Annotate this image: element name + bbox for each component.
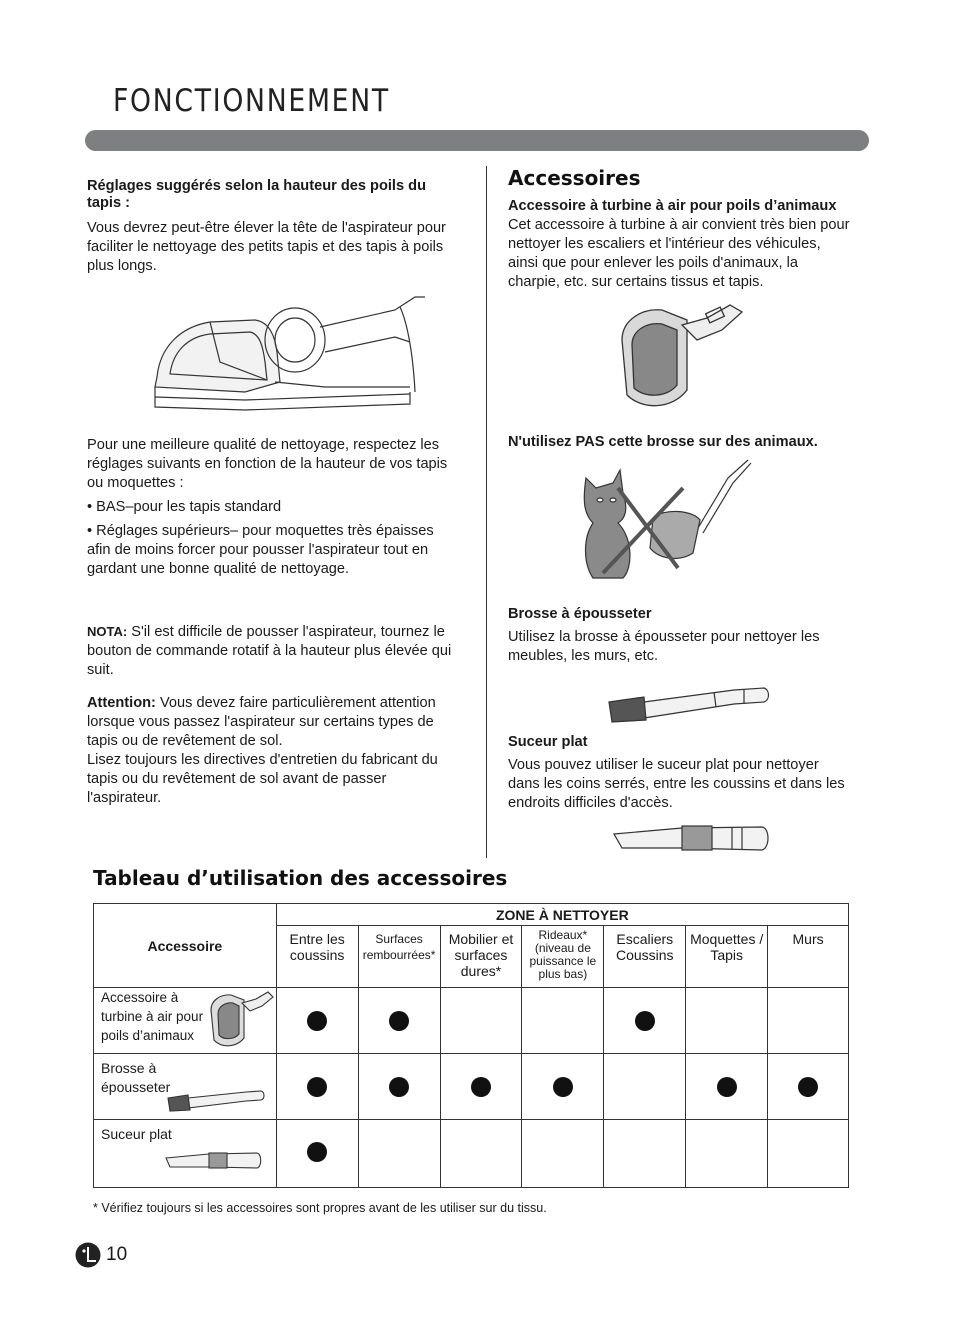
- vacuum-head-illustration: [145, 292, 430, 422]
- row-label-text: Accessoire à turbine à air pour poils d’animaux: [101, 990, 204, 1043]
- col-header: Murs: [768, 926, 849, 988]
- usage-dot: [471, 1077, 491, 1097]
- col-header: Mobilier et surfaces dures*: [440, 926, 522, 988]
- usage-dot: [553, 1077, 573, 1097]
- attention-block: [87, 694, 452, 808]
- usage-dot: [717, 1077, 737, 1097]
- crevice-tool-icon: [612, 822, 772, 856]
- turbine-tool-icon: [206, 990, 274, 1050]
- mark-cell: [768, 988, 849, 1054]
- row-label: [94, 988, 277, 1054]
- mark-cell: [358, 988, 440, 1054]
- mark-cell: [768, 1054, 849, 1120]
- crevice-tool-icon: [164, 1150, 264, 1172]
- usage-dot: [798, 1077, 818, 1097]
- usage-dot: [307, 1011, 327, 1031]
- settings-text: Vous devrez peut-être élever la tête de l'aspirateur pour faciliter le nettoyage des petits tapis et des tapis à poils plus longs.: [87, 220, 446, 274]
- mark-cell: [604, 988, 686, 1054]
- dust-text: Utilisez la brosse à épousseter pour nettoyer les meubles, les murs, etc.: [508, 629, 820, 664]
- mark-cell: [522, 1120, 604, 1188]
- turbine-heading: Accessoire à turbine à air pour poils d’animaux: [508, 198, 837, 214]
- mark-cell: [604, 1120, 686, 1188]
- turbine-text: Cet accessoire à turbine à air convient très bien pour nettoyer les escaliers et l'intérieur des véhicules, ainsi que pour enlever les poils d'animaux, la charpie, etc. sur certains tissus et tapis.: [508, 217, 850, 290]
- cat-warning-illustration: [578, 458, 753, 583]
- table-heading: Tableau d’utilisation des accessoires: [93, 866, 508, 890]
- col-header: Escaliers Coussins: [604, 926, 686, 988]
- lg-logo-icon: [75, 1242, 101, 1268]
- zone-header: ZONE À NETTOYER: [276, 904, 848, 926]
- mark-cell: [440, 988, 522, 1054]
- page-number: 10: [106, 1244, 128, 1265]
- page-title: FONCTIONNEMENT: [113, 83, 390, 119]
- row-label: [94, 1120, 277, 1188]
- mark-cell: [686, 988, 768, 1054]
- usage-dot: [635, 1011, 655, 1031]
- lg-logo-text: LG: [88, 1259, 90, 1260]
- attention-text-2: Lisez toujours les directives d'entretien du fabricant du tapis ou du revêtement de sol avant de passer l'aspirateur.: [87, 752, 438, 806]
- accessory-header: Accessoire: [94, 904, 277, 988]
- mark-cell: [276, 1054, 358, 1120]
- row-label: [94, 1054, 277, 1120]
- bullet-higher-text: • Réglages supérieurs– pour moquettes très épaisses afin de moins forcer pour pousser l'aspirateur tout en gardant une bonne qualité de nettoyage.: [87, 523, 434, 577]
- table-row: [94, 1120, 849, 1188]
- turbine-tool-icon: [612, 300, 747, 412]
- mark-cell: [276, 1120, 358, 1188]
- dust-brush-icon: [604, 682, 770, 726]
- usage-dot: [389, 1011, 409, 1031]
- settings-heading: Réglages suggérés selon la hauteur des poils du tapis :: [87, 178, 426, 211]
- mark-cell: [522, 1054, 604, 1120]
- header-bar: [85, 130, 869, 151]
- column-divider: [486, 166, 487, 858]
- accessory-table: [93, 903, 849, 1188]
- col-header: Moquettes / Tapis: [686, 926, 768, 988]
- mark-cell: [768, 1120, 849, 1188]
- animal-warning: N'utilisez PAS cette brosse sur des animaux.: [508, 434, 818, 450]
- mark-cell: [276, 988, 358, 1054]
- nota-label: NOTA:: [87, 624, 128, 639]
- col-header: Surfaces rembourrées*: [358, 926, 440, 988]
- table-row: [94, 1054, 849, 1120]
- crevice-text: Vous pouvez utiliser le suceur plat pour nettoyer dans les coins serrés, entre les coussins et dans les endroits difficiles d'accès.: [508, 757, 845, 811]
- mark-cell: [440, 1054, 522, 1120]
- col-header: Entre les coussins: [276, 926, 358, 988]
- usage-dot: [389, 1077, 409, 1097]
- row-label-text: Brosse à épousseter: [101, 1060, 171, 1095]
- mark-cell: [358, 1054, 440, 1120]
- dust-brush-icon: [166, 1086, 266, 1114]
- mark-cell: [440, 1120, 522, 1188]
- table-footnote: * Vérifiez toujours si les accessoires sont propres avant de les utiliser sur du tissu.: [93, 1201, 547, 1215]
- table-row: [94, 988, 849, 1054]
- mark-cell: [604, 1054, 686, 1120]
- accessories-heading: Accessoires: [508, 166, 641, 190]
- crevice-heading: Suceur plat: [508, 734, 588, 750]
- bullet-higher: [87, 522, 447, 579]
- col-header: Rideaux* (niveau de puissance le plus bas): [522, 926, 604, 988]
- attention-text: Vous devez faire particulièrement attention lorsque vous passez l'aspirateur sur certains types de tapis ou de revêtement de sol.: [87, 695, 436, 749]
- bullet-standard: • BAS–pour les tapis standard: [87, 499, 282, 515]
- row-label-text: Suceur plat: [101, 1126, 172, 1142]
- usage-dot: [307, 1077, 327, 1097]
- dust-heading: Brosse à épousseter: [508, 606, 652, 622]
- usage-dot: [307, 1142, 327, 1162]
- quality-text: Pour une meilleure qualité de nettoyage, respectez les réglages suivants en fonction de la hauteur de vos tapis ou moquettes :: [87, 437, 448, 491]
- mark-cell: [358, 1120, 440, 1188]
- nota-text: S'il est difficile de pousser l'aspirateur, tournez le bouton de commande rotatif à la hauteur plus élevée qui suit.: [87, 624, 452, 678]
- mark-cell: [686, 1120, 768, 1188]
- nota-block: [87, 622, 462, 680]
- mark-cell: [522, 988, 604, 1054]
- attention-label: Attention:: [87, 695, 156, 711]
- mark-cell: [686, 1054, 768, 1120]
